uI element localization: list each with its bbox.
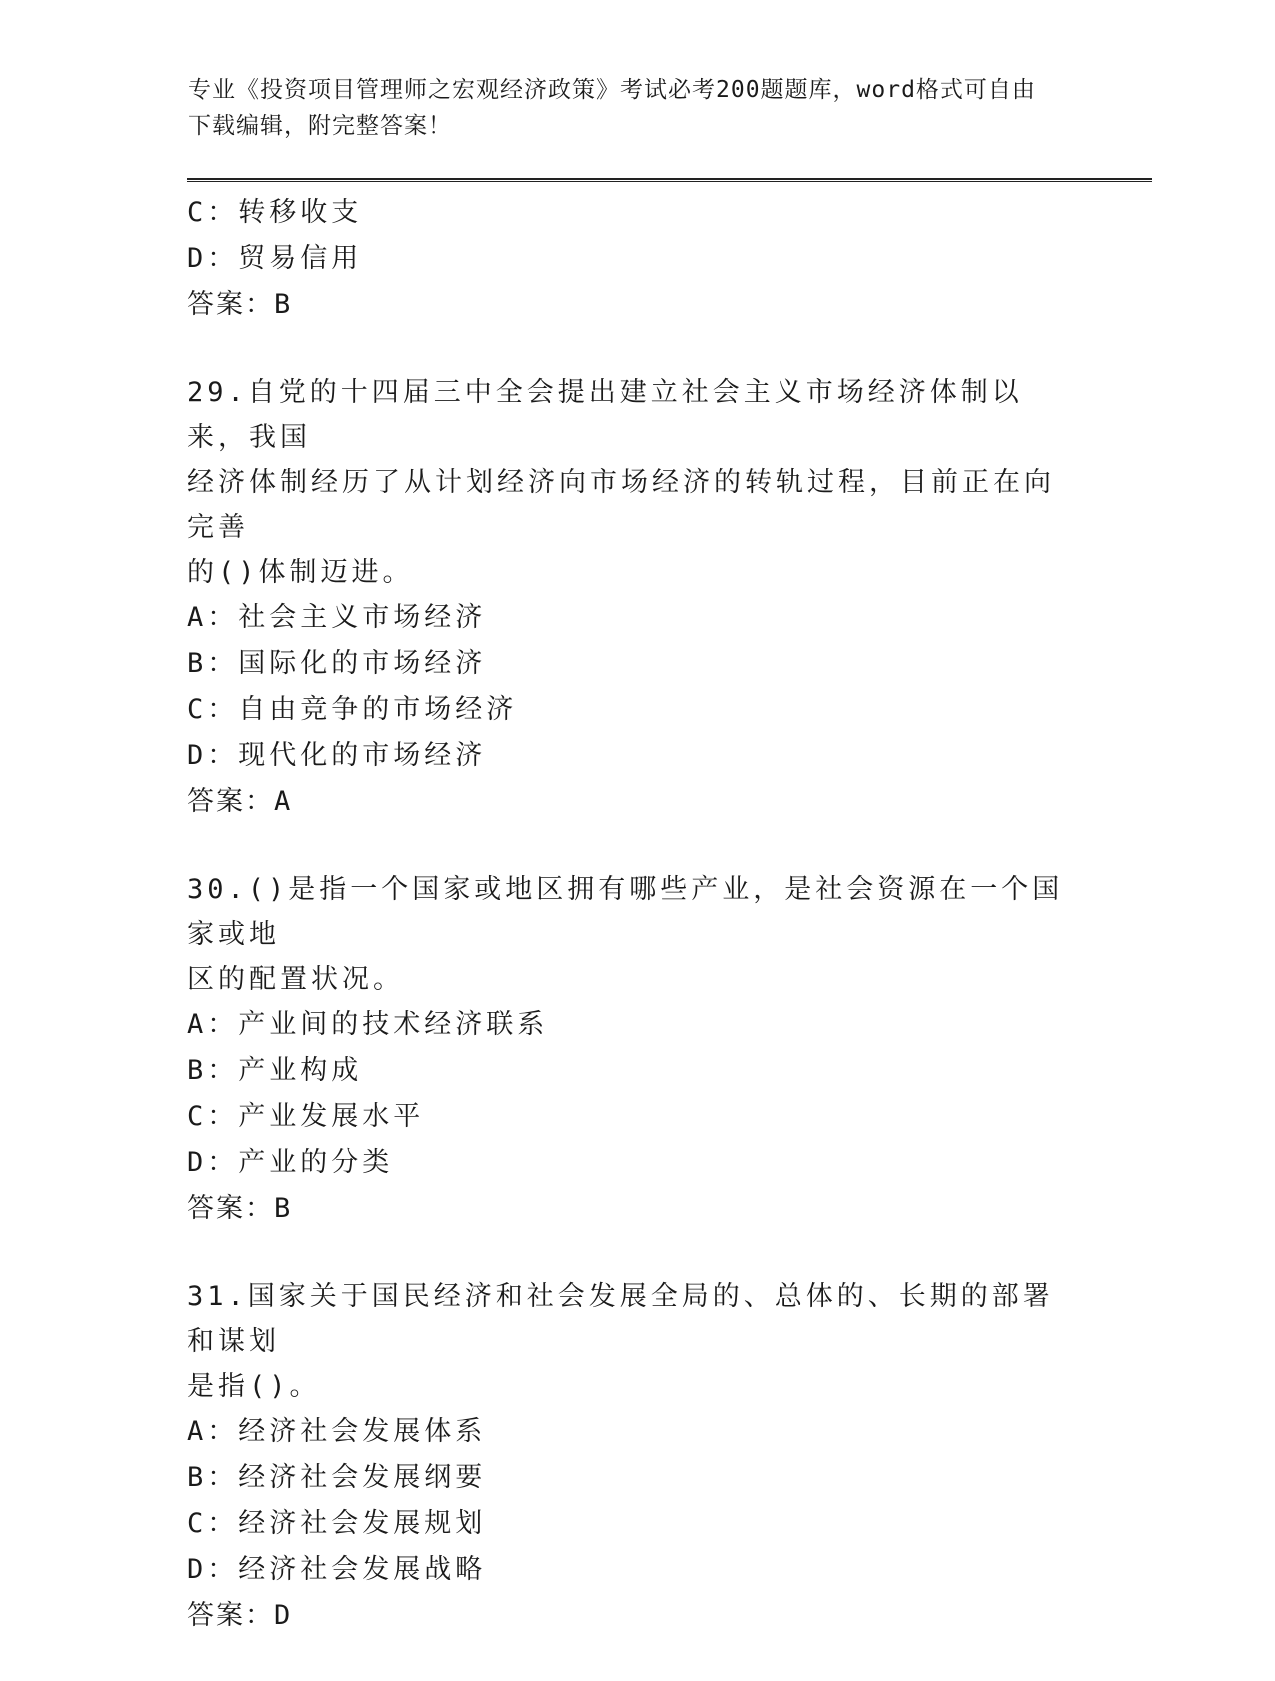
question-text-line: 区的配置状况。	[187, 964, 404, 995]
question-text-line: 经济体制经历了从计划经济向市场经济的转轨过程，目前正在向完善	[187, 467, 1055, 543]
answer-label: 答案：	[187, 786, 274, 817]
header-divider	[187, 178, 1152, 182]
answer-line	[187, 1186, 1087, 1232]
option-line	[187, 1140, 1087, 1186]
option-letter: C：	[187, 694, 239, 725]
answer-value: B	[274, 1193, 293, 1224]
option-text: 经济社会发展纲要	[238, 1462, 487, 1493]
option-line	[187, 1409, 1087, 1455]
option-letter: D：	[187, 1147, 239, 1178]
option-letter: D：	[187, 1554, 239, 1585]
document-header	[188, 72, 1068, 144]
option-letter: A：	[187, 1009, 239, 1040]
answer-label: 答案：	[187, 289, 274, 320]
carryover-block	[187, 190, 1087, 328]
option-line	[187, 641, 1087, 687]
option-line	[187, 1048, 1087, 1094]
question-list	[187, 190, 1087, 1681]
question-text-line: 的()体制迈进。	[187, 557, 414, 588]
header-line-2: 下载编辑，附完整答案！	[188, 113, 452, 139]
answer-label: 答案：	[187, 1193, 274, 1224]
option-text: 产业间的技术经济联系	[238, 1009, 549, 1040]
option-letter: B：	[187, 648, 239, 679]
option-text: 现代化的市场经济	[238, 740, 487, 771]
option-text: 社会主义市场经济	[238, 602, 487, 633]
option-text: 经济社会发展规划	[238, 1508, 487, 1539]
answer-value: B	[274, 289, 293, 320]
option-line	[187, 1002, 1087, 1048]
option-letter: C：	[187, 197, 239, 228]
option-letter: A：	[187, 1416, 239, 1447]
option-letter: B：	[187, 1462, 239, 1493]
option-line	[187, 733, 1087, 779]
option-letter: A：	[187, 602, 239, 633]
option-text: 产业构成	[238, 1055, 363, 1086]
option-line	[187, 1501, 1087, 1547]
option-line	[187, 236, 1087, 282]
option-text: 产业发展水平	[238, 1101, 425, 1132]
question-text-line: 29.自党的十四届三中全会提出建立社会主义市场经济体制以来，我国	[187, 377, 1023, 453]
option-letter: D：	[187, 243, 239, 274]
answer-label: 答案：	[187, 1600, 274, 1631]
answer-value: A	[274, 786, 293, 817]
answer-line	[187, 779, 1087, 825]
option-letter: D：	[187, 740, 239, 771]
option-line	[187, 1094, 1087, 1140]
option-text: 经济社会发展战略	[238, 1554, 487, 1585]
option-line	[187, 1547, 1087, 1593]
answer-line	[187, 1593, 1087, 1639]
option-text: 贸易信用	[238, 243, 363, 274]
option-text: 产业的分类	[238, 1147, 394, 1178]
question-29	[187, 370, 1087, 825]
option-line	[187, 190, 1087, 236]
option-text: 国际化的市场经济	[238, 648, 487, 679]
option-text: 转移收支	[238, 197, 363, 228]
question-text-line: 31.国家关于国民经济和社会发展全局的、总体的、长期的部署和谋划	[187, 1281, 1054, 1357]
option-line	[187, 1455, 1087, 1501]
option-text: 经济社会发展体系	[238, 1416, 487, 1447]
question-text-line: 是指()。	[187, 1371, 321, 1402]
question-text-line: 30.()是指一个国家或地区拥有哪些产业，是社会资源在一个国家或地	[187, 874, 1064, 950]
option-letter: C：	[187, 1508, 239, 1539]
option-line	[187, 595, 1087, 641]
option-letter: B：	[187, 1055, 239, 1086]
question-30	[187, 867, 1087, 1232]
question-text	[187, 370, 1067, 595]
answer-line	[187, 282, 1087, 328]
option-text: 自由竞争的市场经济	[238, 694, 518, 725]
question-text	[187, 867, 1067, 1002]
option-line	[187, 687, 1087, 733]
option-letter: C：	[187, 1101, 239, 1132]
question-text	[187, 1274, 1067, 1409]
answer-value: D	[274, 1600, 293, 1631]
header-line-1: 专业《投资项目管理师之宏观经济政策》考试必考200题题库，word格式可自由	[188, 77, 1036, 103]
question-31	[187, 1274, 1087, 1639]
